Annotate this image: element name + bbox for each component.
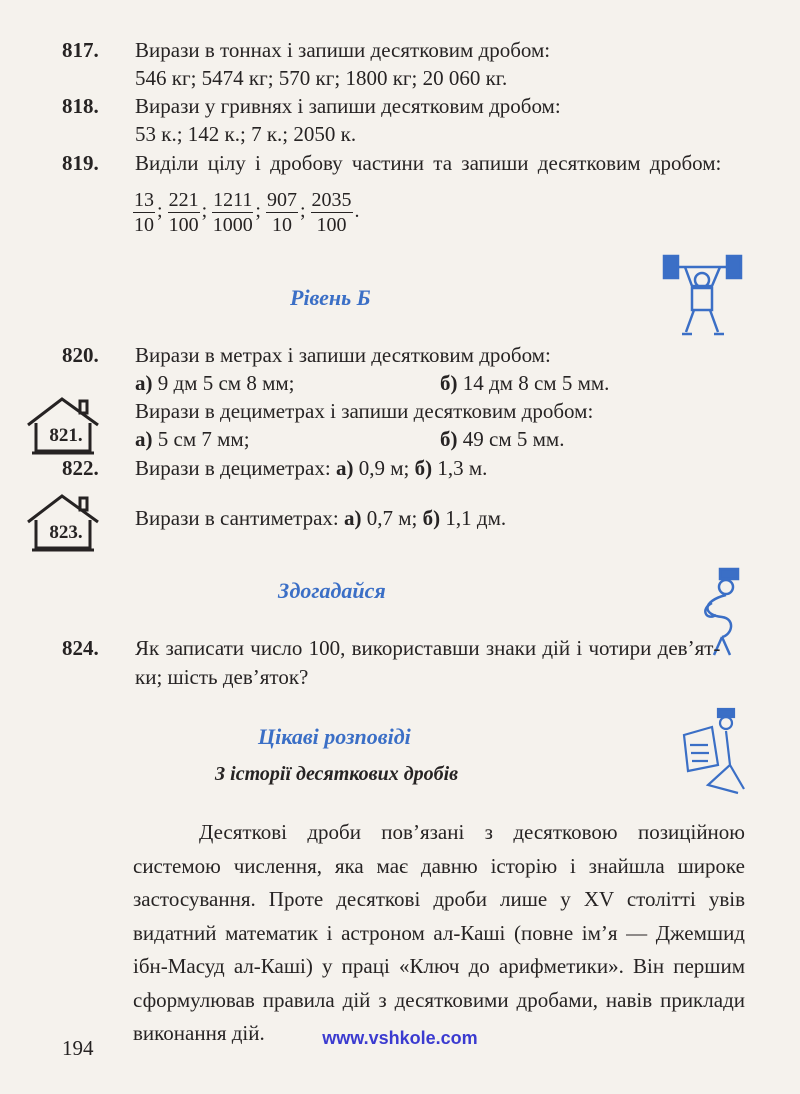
- numerator: 221: [168, 189, 199, 211]
- exercise-822-text: [135, 456, 487, 481]
- fraction: [212, 188, 253, 237]
- fraction-list: $\frac{13}{10}$ ; $\frac{221}{100}$ ; $\frac{1211}{1000}$ ; $\frac{907}{10}$ ; $\frac{2035}{100}$ .: [134, 189, 360, 236]
- stories-heading: Цікаві розповіді: [258, 724, 411, 749]
- exercise-820-text: Вирази в метрах і запиши десятковим дробом:: [135, 343, 551, 367]
- fraction: [311, 188, 353, 237]
- label-b: б): [422, 506, 441, 530]
- numerator: 13: [134, 189, 154, 211]
- exercise-824-number: 824.: [62, 636, 99, 660]
- label-b: б): [440, 371, 458, 395]
- exercise-822-number: 822.: [62, 456, 99, 480]
- label-a: а): [135, 427, 153, 451]
- value-b: 49 см 5 мм.: [462, 427, 565, 451]
- scholar-illustration: [678, 705, 753, 800]
- exercise-824-text-cont: ки; шість дев’яток?: [135, 665, 309, 689]
- exercise-820-b: [440, 371, 609, 396]
- exercise-819-number: 819.: [62, 151, 99, 175]
- prompt: Вирази в сантиметрах:: [135, 506, 339, 530]
- value-a: 0,7 м;: [366, 506, 418, 530]
- numerator: 907: [266, 189, 297, 211]
- homework-house-icon: [22, 492, 108, 554]
- guess-heading: Здогадайся: [278, 578, 386, 603]
- homework-house-icon: [22, 395, 108, 457]
- numerator: 2035: [311, 189, 352, 211]
- exercise-821-text: Вирази в дециметрах і запиши десятковим дробом:: [135, 399, 594, 423]
- fraction: [133, 188, 155, 237]
- fraction: [266, 188, 298, 237]
- stories-subheading: З історії десяткових дробів: [215, 763, 459, 785]
- exercise-821-a: [135, 427, 250, 452]
- denominator: 10: [271, 214, 292, 236]
- label-b: б): [440, 427, 458, 451]
- value-b: 1,3 м.: [437, 456, 488, 480]
- label-a: а): [335, 456, 354, 480]
- exercise-817-number: 817.: [62, 38, 99, 62]
- site-url-link[interactable]: www.vshkole.com: [322, 1028, 478, 1048]
- fraction: [168, 188, 200, 237]
- exercise-820-a: [135, 371, 295, 396]
- numerator: 1211: [213, 189, 253, 211]
- page-number: 194: [62, 1036, 94, 1060]
- exercise-823-number: 823.: [49, 522, 83, 543]
- exercise-824-text: Як записати число 100, використавши знаки дій і чотири дев’ят-: [135, 636, 721, 660]
- prompt: Вирази в дециметрах:: [135, 456, 331, 480]
- exercise-820-number: 820.: [62, 343, 99, 367]
- level-b-heading: Рівень Б: [290, 285, 371, 310]
- stories-paragraph: Десяткові дроби пов’язані з десятковою позиційною системою числення, яка має давню історію і знайшла широке застосування. Проте десяткові дроби лише у XV столітті увів видатний математик і астроном ал-Каші (повне ім’я — Джемшид ібн-Масуд ал-Каші) у праці «Ключ до арифметики». Він першим сформулював правила дій з десятковими дробами, навів приклади виконання дій.: [133, 820, 745, 1045]
- exercise-817-values: 546 кг; 5474 кг; 570 кг; 1800 кг; 20 060 кг.: [135, 66, 508, 90]
- exercise-818-text: Вирази у гривнях і запиши десятковим дробом:: [135, 94, 561, 118]
- value-b: 1,1 дм.: [445, 506, 507, 530]
- exercise-818-values: 53 к.; 142 к.; 7 к.; 2050 к.: [135, 122, 357, 146]
- value-b: 14 дм 8 см 5 мм.: [462, 371, 610, 395]
- denominator: 100: [316, 214, 347, 236]
- denominator: 100: [168, 214, 199, 236]
- exercise-818-number: 818.: [62, 94, 99, 118]
- label-a: а): [344, 506, 362, 530]
- label-a: а): [135, 371, 153, 395]
- exercise-823-text: [135, 506, 506, 531]
- value-a: 9 дм 5 см 8 мм;: [157, 371, 295, 395]
- denominator: 1000: [212, 214, 253, 236]
- exercise-821-b: [440, 427, 564, 452]
- exercise-817-text: Вирази в тоннах і запиши десятковим дробом:: [135, 38, 551, 62]
- denominator: 10: [134, 214, 154, 236]
- value-a: 5 см 7 мм;: [157, 427, 250, 451]
- exercise-819-text: Виділи цілу і дробову частини та запиши десятковим дробом:: [135, 151, 722, 175]
- exercise-821-number: 821.: [49, 425, 83, 446]
- label-b: б): [414, 456, 433, 480]
- value-a: 0,9 м;: [358, 456, 410, 480]
- weightlifter-illustration: [660, 248, 745, 338]
